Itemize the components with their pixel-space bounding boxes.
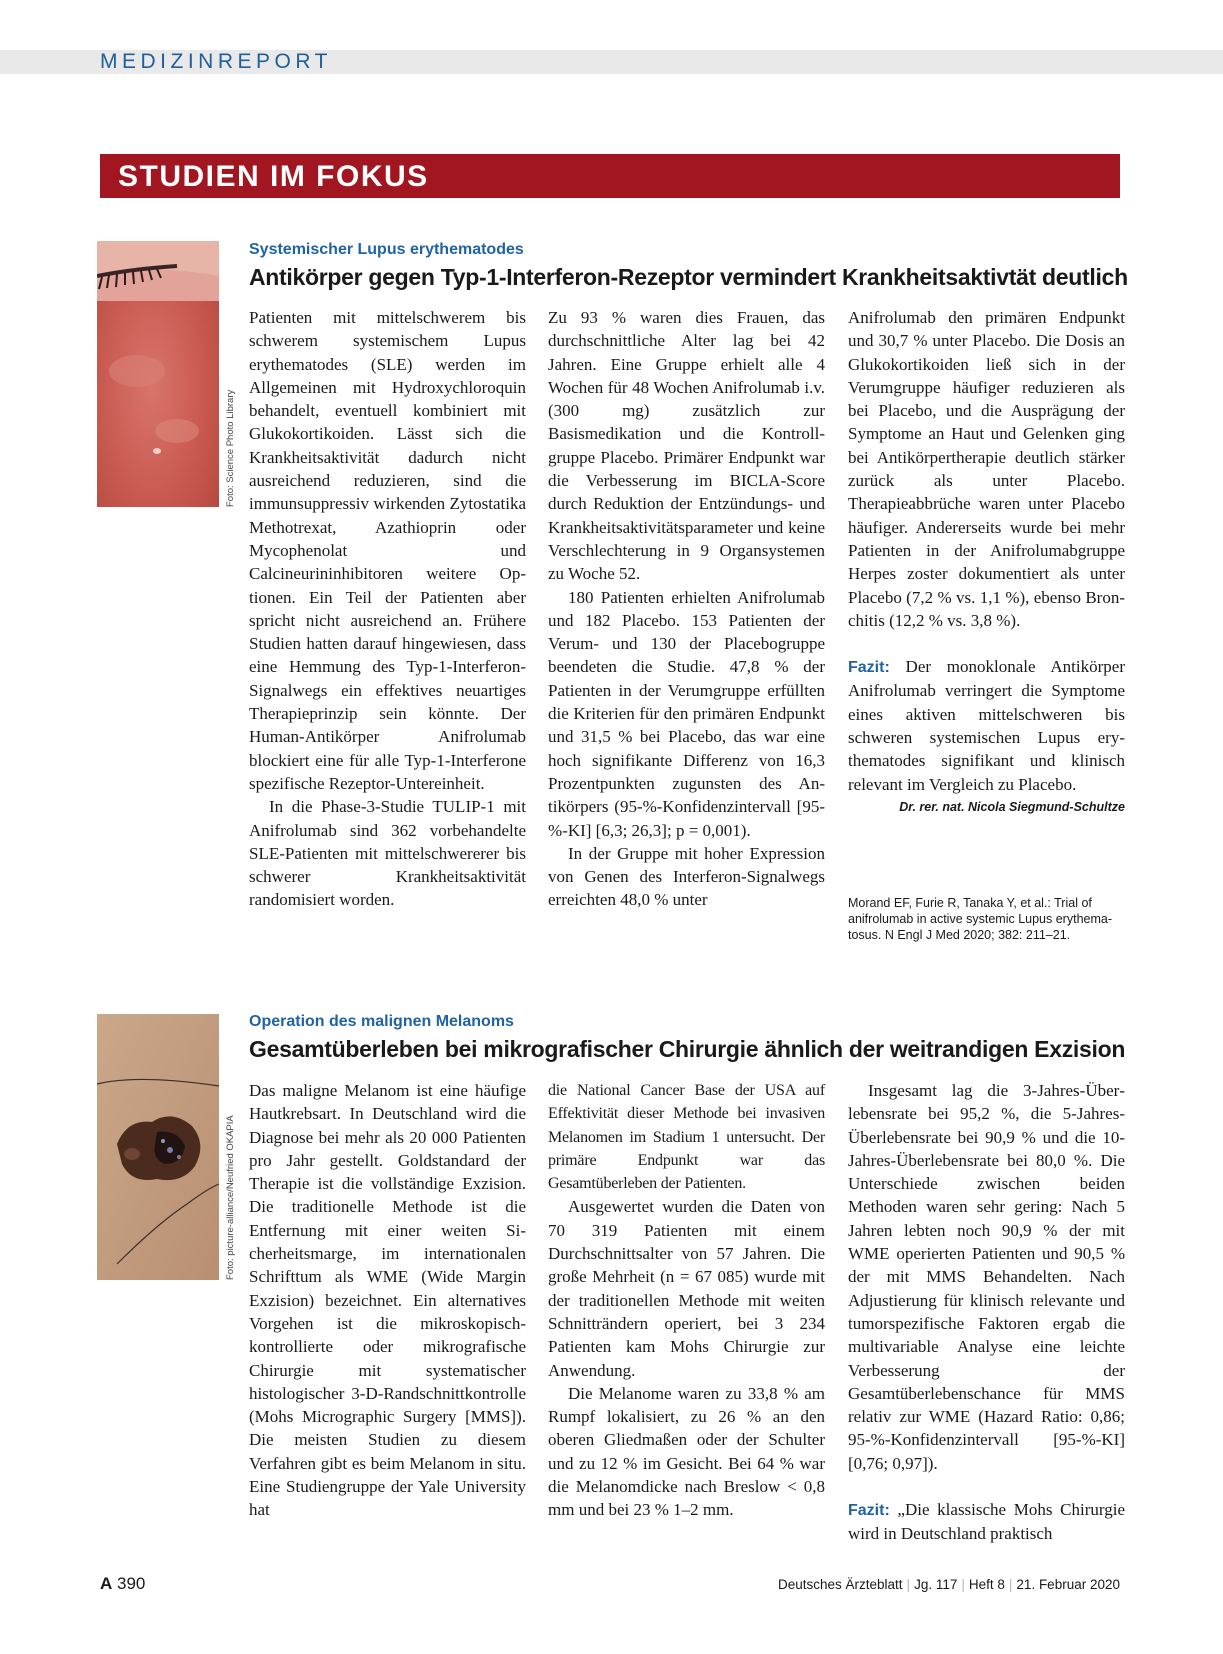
page-number-value: 390 [117,1574,146,1593]
article-column-1 [249,1079,526,1522]
journal-date: 21. Februar 2020 [1016,1577,1120,1592]
article-column-3 [848,1079,1125,1546]
paragraph: Zu 93 % waren dies Frauen, das durchschnittliche Alter lag bei 42 Jahren. Eine Gruppe erhielt alle 4 Wochen für 48 Wochen Anifrolumab i.v. (300 mg) zusätzlich zur Basismedikation und die Kontrollgruppe Placebo. Primärer Endpunkt war die Verbesserung im BICLA-Score durch Reduktion der Entzündungs- und Krankheitsaktivitätsparameter und keine Verschlechterung in 9 Organsystemen zu Woche 52. [548,308,825,584]
fazit-text: Der monoklonale Antikörper Anifrolumab verringert die Symptome eines aktiven mittelschweren bis schweren systemischen Lupus erythematodes signifikant und klinisch relevant im Vergleich zu Placebo. [848,657,1125,794]
separator: | [961,1577,965,1592]
fazit-paragraph [848,1498,1125,1546]
fazit-label: Fazit: [848,659,890,677]
paragraph: Patienten mit mittelschwerem bis schwerem systemischem Lupus erythematodes (SLE) werden im Allgemeinen mit Hydroxychloroquin behandelt, eventuell kombiniert mit Glukokortikoiden. Lässt sich die Krankheitsaktivität dadurch nicht ausreichend reduzieren, sind die immunsuppressiv wirkenden Zytostatika Methotrexat, Azathioprin oder Mycophenolat und Calcineurininhibitoren weitere Optionen. Ein Teil der Patienten aber spricht nicht ausreichend an. Frühere Studien hatten darauf hingewiesen, dass eine Hemmung des Typ-1-Interferon-Signalwegs ein effektives neuartiges Therapieprinzip sein könnte. Der Human-Antikörper Anifrolumab blockiert eine für alle Typ-1-Interferone spezifische Rezeptor-Untereinheit. [249,308,526,793]
article-column-3 [848,306,1125,816]
separator: | [906,1577,911,1592]
journal-volume: Jg. 117 [914,1577,958,1592]
paragraph: Das maligne Melanom ist eine häufige Hautkrebsart. In Deutschland wird die Diagnose bei mehr als 20 000 Patienten pro Jahr gestellt. Goldstandard der Therapie ist die vollständige Exzision. Die traditionelle Methode ist die Entfernung mit einer weiten Sicherheitsmarge, im internationalen Schrifttum als WME (Wide Margin Exzision) bezeichnet. Ein alternatives Vorgehen ist die mikroskopisch-kontrollierte oder mikrografische Chirurgie mit systematischer histologischer 3-D-Randschnittkontrolle (Mohs Micrographic Surgery [MMS]). Die meisten Studien zu diesem Verfahren gibt es beim Melanom in situ. Eine Studiengruppe der Yale University hat [249,1081,526,1520]
photo-credit: Foto: Science Photo Library [225,389,236,507]
article-column-2 [548,306,825,912]
reference: Morand EF, Furie R, Tanaka Y, et al.: Trial of anifrolumab in active systemic Lupus erythematosus. N Engl J Med 2020; 382: 211–21. [848,896,1113,942]
paragraph: Ausgewertet wurden die Daten von 70 319 Patienten mit einem Durchschnittsalter von 57 Jahren. Die große Mehrheit (n = 67 085) wurde mit der traditionellen Methode mit weiten Schnitträndern operiert, bei 3 234 Patienten kam Mohs Chirurgie zur Anwendung. [548,1197,825,1380]
page-prefix: A [100,1574,113,1593]
fazit-label: Fazit: [848,1502,890,1520]
photo-credit: Foto: picture-alliance/Neufried OKAPIA [225,1115,236,1280]
journal-name: Deutsches Ärzteblatt [777,1577,903,1592]
journal-info [778,1576,1120,1594]
article-column-2 [548,1079,825,1522]
author: Dr. rer. nat. Nicola Siegmund-Schultze [899,799,1125,814]
paragraph: In die Phase-3-Studie TULIP-1 mit Anifrolumab sind 362 vorbehandelte SLE-Patienten mit mittelschwererer bis schwerer Krankheitsaktivität randomisiert worden. [249,797,526,910]
section-label: MEDIZINREPORT [100,50,332,73]
article-headline: Antikörper gegen Typ-1-Interferon-Rezeptor vermindert Krankheitsaktivtät deutlich [249,264,1128,290]
separator: | [1008,1577,1013,1592]
article-headline: Gesamtüberleben bei mikrografischer Chirurgie ähnlich der weitrandigen Exzision [249,1036,1126,1062]
melanoma-photo [97,1014,219,1280]
paragraph: die National Cancer Base der USA auf Effektivität dieser Methode bei invasiven Melanomen im Stadium 1 untersucht. Der primäre Endpunkt war das Gesamtüberleben der Patienten. [548,1082,825,1193]
paragraph: Insgesamt lag die 3-Jahres-Überlebensrate bei 95,2 %, die 5-Jahres-Überlebensrate bei 90,9 % und die 10-Jahres-Überlebensrate bei 80,0 %. Die Unterschiede zwischen beiden Methoden waren sehr gering: Nach 5 Jahren lebten noch 90,9 % der mit WME operierten Patienten und 90,5 % der mit MMS Behandelten. Nach Adjustierung für klinisch relevante und tumorspezifische Faktoren ergab die multivariable Analyse eine leichte Verbesserung der Gesamtüberlebenschance für MMS relativ zur WME (Hazard Ratio: 0,86; 95-%-Konfidenzintervall [95-%-KI] [0,76; 0,97]). [848,1081,1125,1473]
journal-issue: Heft 8 [968,1577,1005,1592]
paragraph: 180 Patienten erhielten Anifrolumab und 182 Placebo. 153 Patienten der Verum- und 130 der Placebogruppe beendeten die Studie. 47,8 % der Patienten in der Verumgruppe erfüllten die Kriterien für den primären Endpunkt und 31,5 % bei Placebo, das war eine hoch signifikante Differenz von 16,3 Prozentpunkten zugunsten des Antikörpers (95-%-Konfidenzintervall [95-%-KI] [6,3; 26,3]; p = 0,001). [548,587,825,840]
article-column-1 [249,306,526,912]
page-number [100,1573,145,1595]
paragraph: In der Gruppe mit hoher Expression von Genen des Interferon-Signalwegs erreichten 48,0 % unter [548,843,825,910]
fazit-paragraph [848,655,1125,796]
lupus-skin-photo [97,241,219,507]
article-kicker: Operation des malignen Melanoms [249,1013,514,1030]
paragraph: Die Melanome waren zu 33,8 % am Rumpf lokalisiert, zu 26 % an den oberen Gliedmaßen oder der Schulter und zu 12 % im Gesicht. Bei 64 % war die Melanomdicke nach Breslow < 0,8 mm und bei 23 % 1–2 mm. [548,1383,825,1520]
fazit-text: „Die klassische Mohs Chirurgie wird in Deutschland praktisch [848,1500,1125,1544]
section-banner [100,154,1120,198]
banner-title: STUDIEN IM FOKUS [118,160,429,193]
paragraph: Anifrolumab den primären Endpunkt und 30,7 % unter Placebo. Die Dosis an Glukokortikoiden ließ sich in der Verumgruppe häufiger reduzieren als bei Placebo, und die Ausprägung der Symptome an Haut und Gelenken ging bei Antikörpertherapie deutlich stärker zurück als unter Placebo. Therapieabbrüche waren unter Placebo häufiger. Andererseits wurde bei mehr Patienten in der Anifrolumabgruppe Herpes zoster dokumentiert als unter Placebo (7,2 % vs. 1,1 %), ebenso Bronchitis (12,2 % vs. 3,8 %). [848,308,1125,630]
article-kicker: Systemischer Lupus erythematodes [249,241,524,258]
